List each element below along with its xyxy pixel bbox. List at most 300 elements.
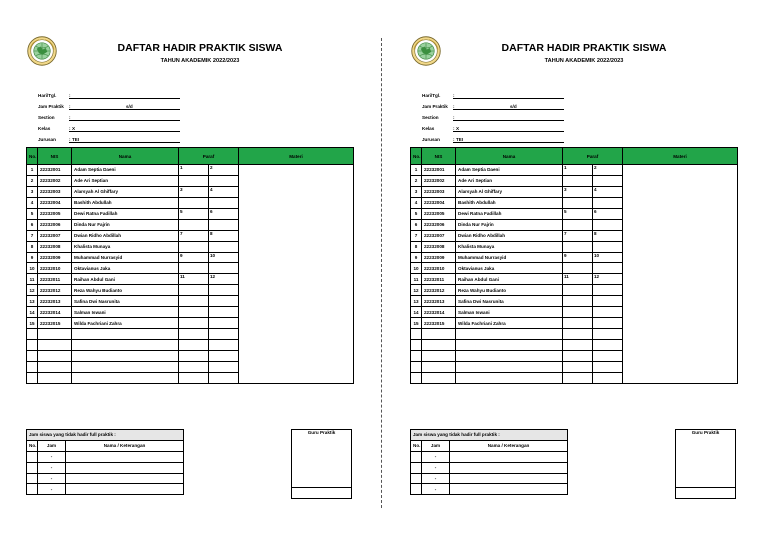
row-paraf-1 [179,263,209,274]
row-nis: 22232007 [38,230,72,241]
info-row-jurusan [38,132,180,143]
row-nama: Salman Iswani [72,307,179,318]
row-materi [623,230,738,241]
row-nis: 22232002 [38,175,72,186]
row-materi [623,263,738,274]
row-nama: Muhammad Nurrasyid [72,252,179,263]
page-subtitle: TAHUN AKADEMIK 2022/2023 [544,58,624,64]
info-label: Hari/Tgl. [422,93,441,99]
colon: : [69,93,71,99]
table-row [27,230,354,241]
colon: : [69,115,71,121]
row-no: 5 [27,208,38,219]
row-paraf-1 [179,318,209,329]
info-row-jam [38,99,180,110]
row-materi [623,208,738,219]
row-no: 10 [27,263,38,274]
table-row [27,175,354,186]
row-paraf-2 [209,307,239,318]
absent-row [27,473,184,484]
row-materi [623,197,738,208]
row-nama: Bashith Abdullah [456,197,563,208]
table-row [27,340,354,351]
row-nama: Adam Septia Daeni [456,165,563,176]
info-row-jurusan [422,132,564,143]
row-paraf-2 [593,296,623,307]
row-nis: 22232003 [422,186,456,197]
row-materi [239,372,354,383]
row-paraf-1: 1 [179,165,209,176]
row-nama [456,372,563,383]
row-no: 13 [27,296,38,307]
row-paraf-1 [563,285,593,296]
row-nis: 22232006 [422,219,456,230]
row-nis: 22232009 [38,252,72,263]
row-materi [623,361,738,372]
table-row [27,208,354,219]
row-no: 3 [27,186,38,197]
row-nis: 22232013 [38,296,72,307]
row-nama: Muhammad Nurrasyid [456,252,563,263]
absent-col-jam: Jam [422,440,450,451]
row-nis [38,340,72,351]
row-nama [456,350,563,361]
colon: : [69,126,71,132]
row-materi [239,318,354,329]
row-paraf-1: 3 [179,186,209,197]
signature-box [291,429,352,499]
row-no: 8 [27,241,38,252]
row-no: 3 [411,186,422,197]
row-paraf-1: 7 [179,230,209,241]
row-materi [623,175,738,186]
column-header-materi: Materi [239,148,354,165]
attendance-table [410,147,738,384]
row-paraf-1 [563,175,593,186]
info-value: TEI [72,137,80,143]
info-row-jam [422,99,564,110]
row-materi [623,307,738,318]
row-nama [456,361,563,372]
row-paraf-1 [563,219,593,230]
row-materi [623,252,738,263]
row-nama: Salman Iswani [456,307,563,318]
row-nis [38,361,72,372]
row-paraf-1 [179,175,209,186]
row-nis: 22232004 [38,197,72,208]
table-header-row [27,148,354,165]
table-row [27,318,354,329]
table-row [27,307,354,318]
row-nama: Safina Dwi Nasrunita [72,296,179,307]
row-nama: Alarsyah Al Ghiffary [72,186,179,197]
row-nis: 22232004 [422,197,456,208]
info-block [422,88,564,143]
table-row [27,263,354,274]
row-no: 8 [411,241,422,252]
row-paraf-1 [179,340,209,351]
row-nis [422,372,456,383]
row-paraf-2: 2 [593,165,623,176]
row-paraf-1 [179,219,209,230]
row-materi [239,329,354,340]
table-row [411,329,738,340]
table-row [411,186,738,197]
table-row [411,197,738,208]
row-paraf-2: 6 [593,208,623,219]
absent-col-no: No. [27,440,38,451]
row-nis: 22232003 [38,186,72,197]
row-paraf-2: 12 [593,274,623,285]
row-nama: Dewi Ratna Fadillah [72,208,179,219]
info-value: s/d [126,104,133,110]
row-paraf-1 [179,197,209,208]
absent-jam: - [422,484,450,495]
row-nama: Ade Ari Septian [456,175,563,186]
table-header-row [411,148,738,165]
absent-row [411,473,568,484]
row-materi [623,340,738,351]
row-materi [623,165,738,176]
row-paraf-1 [563,307,593,318]
row-no [411,340,422,351]
row-nama: Ade Ari Septian [72,175,179,186]
row-paraf-2 [593,361,623,372]
table-row [27,296,354,307]
signature-name-line [676,488,736,499]
page-subtitle: TAHUN AKADEMIK 2022/2023 [160,58,240,64]
row-paraf-2: 10 [209,252,239,263]
row-no: 7 [27,230,38,241]
row-no [27,361,38,372]
row-nis: 22232014 [38,307,72,318]
row-no: 2 [27,175,38,186]
table-row [411,241,738,252]
info-row-kelas [422,121,564,132]
row-paraf-2 [593,372,623,383]
row-paraf-1: 3 [563,186,593,197]
column-header-nama: Nama [72,148,179,165]
row-nis: 22232008 [38,241,72,252]
row-no: 14 [27,307,38,318]
row-materi [239,175,354,186]
row-nama: Dwian Ridho Abdillah [456,230,563,241]
row-no: 4 [27,197,38,208]
row-nis: 22232015 [422,318,456,329]
row-paraf-1 [563,372,593,383]
table-row [27,274,354,285]
table-row [27,186,354,197]
row-paraf-1 [563,241,593,252]
row-paraf-2 [593,197,623,208]
absent-col-ket: Nama / Keterangan [450,440,568,451]
absent-jam: - [38,451,66,462]
row-nis: 22232002 [422,175,456,186]
row-nama: Bashith Abdullah [72,197,179,208]
column-header-materi: Materi [623,148,738,165]
row-nama: Wilda Fachriani Zahra [456,318,563,329]
table-row [411,175,738,186]
row-paraf-2 [593,329,623,340]
info-value: s/d [510,104,517,110]
row-no: 5 [411,208,422,219]
row-paraf-1 [563,329,593,340]
row-paraf-1 [563,197,593,208]
row-nis: 22232006 [38,219,72,230]
row-nama: Reza Wahyu Budianto [72,285,179,296]
row-paraf-2 [209,296,239,307]
row-nama [456,329,563,340]
info-row-hari [38,88,180,99]
table-row [411,165,738,176]
table-row [27,197,354,208]
table-row [27,329,354,340]
row-no: 14 [411,307,422,318]
row-paraf-1 [563,296,593,307]
info-label: Jam Praktik [38,104,64,110]
row-no: 9 [411,252,422,263]
table-row [411,285,738,296]
colon: : [453,104,455,110]
table-row [411,372,738,383]
row-nis [38,329,72,340]
info-block [38,88,180,143]
row-no: 11 [411,274,422,285]
absent-jam: - [422,451,450,462]
column-header-nis: NIS [422,148,456,165]
colon: : [453,93,455,99]
row-paraf-2 [209,340,239,351]
info-label: Section [38,115,55,121]
row-nama: Raihan Abdul Gani [456,274,563,285]
row-no: 1 [27,165,38,176]
row-paraf-2 [209,350,239,361]
row-no: 10 [411,263,422,274]
table-row [411,252,738,263]
info-label: Jurusan [38,137,56,143]
absent-title-row [411,430,568,441]
absent-jam: - [38,473,66,484]
row-paraf-2 [209,263,239,274]
row-paraf-2 [209,197,239,208]
row-materi [239,285,354,296]
row-materi [239,219,354,230]
row-nama: Khalista Munaya [456,241,563,252]
row-no: 4 [411,197,422,208]
column-header-paraf: Paraf [563,148,623,165]
info-label: Jam Praktik [422,104,448,110]
row-materi [623,372,738,383]
row-nama: Reza Wahyu Budianto [456,285,563,296]
row-nis [38,350,72,361]
row-materi [239,350,354,361]
row-nis [422,340,456,351]
row-paraf-2 [209,241,239,252]
row-nis: 22232010 [38,263,72,274]
row-materi [239,186,354,197]
row-materi [623,329,738,340]
page-title: DAFTAR HADIR PRAKTIK SISWA [501,42,667,54]
row-paraf-1 [179,285,209,296]
row-nis: 22232001 [422,165,456,176]
absent-col-jam: Jam [38,440,66,451]
row-nis [422,329,456,340]
row-no [27,350,38,361]
absent-jam: - [38,484,66,495]
row-no [411,372,422,383]
row-paraf-2: 8 [593,230,623,241]
row-paraf-2 [209,285,239,296]
table-row [411,263,738,274]
row-materi [623,274,738,285]
fill-line [453,142,564,143]
row-materi [239,252,354,263]
row-nis: 22232014 [422,307,456,318]
table-row [27,361,354,372]
info-label: Hari/Tgl. [38,93,57,99]
row-no: 12 [411,285,422,296]
row-no [411,329,422,340]
row-no: 2 [411,175,422,186]
absent-jam: - [38,462,66,473]
table-row [411,307,738,318]
info-value: X [72,126,76,132]
row-no: 15 [27,318,38,329]
info-label: Jurusan [422,137,440,143]
table-row [27,372,354,383]
row-paraf-1 [179,329,209,340]
row-paraf-2 [209,372,239,383]
row-paraf-1 [179,296,209,307]
row-paraf-1: 5 [563,208,593,219]
row-materi [239,340,354,351]
info-row-section [422,110,564,121]
row-nama: Oktavianus Jaka [72,263,179,274]
row-no: 15 [411,318,422,329]
absent-title: Jam siswa yang tidak hadir full praktik : [411,430,568,441]
school-logo-icon [411,36,441,66]
table-row [411,208,738,219]
table-row [27,285,354,296]
fill-line [69,142,180,143]
row-nama: Safina Dwi Nasrunita [456,296,563,307]
column-header-no: No. [411,148,422,165]
info-label: Section [422,115,439,121]
table-row [411,230,738,241]
absent-title-row [27,430,184,441]
row-paraf-1: 9 [563,252,593,263]
row-materi [623,241,738,252]
info-value: TEI [456,137,464,143]
row-no: 6 [411,219,422,230]
row-no [411,350,422,361]
colon: : [453,115,455,121]
signature-box [675,429,736,499]
info-row-section [38,110,180,121]
row-nis [422,350,456,361]
row-paraf-1 [179,361,209,372]
row-paraf-1 [179,307,209,318]
absent-row [27,451,184,462]
row-materi [239,307,354,318]
table-row [411,296,738,307]
row-nama: Oktavianus Jaka [456,263,563,274]
absent-jam: - [422,473,450,484]
row-paraf-1 [563,340,593,351]
row-paraf-2 [209,175,239,186]
row-materi [239,165,354,176]
row-nis [38,372,72,383]
row-paraf-1: 1 [563,165,593,176]
absent-jam: - [422,462,450,473]
colon: : [453,137,455,143]
table-row [27,252,354,263]
row-nis: 22232001 [38,165,72,176]
attendance-table [26,147,354,384]
signature-label: Guru Praktik [676,430,736,488]
row-materi [239,274,354,285]
row-nama [456,340,563,351]
row-paraf-2 [593,285,623,296]
row-paraf-1: 11 [179,274,209,285]
row-materi [239,263,354,274]
row-paraf-2 [593,175,623,186]
row-nis: 22232012 [38,285,72,296]
row-no [27,372,38,383]
table-row [411,361,738,372]
absent-header-row [27,440,184,451]
row-nama: Dinda Nur Fajrin [456,219,563,230]
row-nis: 22232012 [422,285,456,296]
colon: : [453,126,455,132]
row-nama [72,361,179,372]
row-nama: Dinda Nur Fajrin [72,219,179,230]
row-paraf-1 [179,372,209,383]
table-row [411,340,738,351]
row-paraf-2 [209,318,239,329]
page-title: DAFTAR HADIR PRAKTIK SISWA [117,42,283,54]
absent-col-ket: Nama / Keterangan [66,440,184,451]
row-nis: 22232009 [422,252,456,263]
column-header-paraf: Paraf [179,148,239,165]
info-row-kelas [38,121,180,132]
row-nama [72,372,179,383]
row-nama: Khalista Munaya [72,241,179,252]
info-value: X [456,126,460,132]
row-paraf-1: 7 [563,230,593,241]
row-paraf-2 [209,329,239,340]
row-materi [623,186,738,197]
row-no [27,329,38,340]
row-paraf-2 [593,219,623,230]
row-nis: 22232008 [422,241,456,252]
absent-row [27,462,184,473]
row-nis: 22232011 [422,274,456,285]
row-no: 9 [27,252,38,263]
row-no: 1 [411,165,422,176]
attendance-sheet-right [384,0,768,543]
row-nis: 22232007 [422,230,456,241]
absent-row [411,451,568,462]
row-materi [239,361,354,372]
row-no [27,340,38,351]
table-row [27,165,354,176]
table-row [27,350,354,361]
row-materi [239,241,354,252]
row-nis [422,361,456,372]
table-row [27,219,354,230]
row-materi [239,197,354,208]
